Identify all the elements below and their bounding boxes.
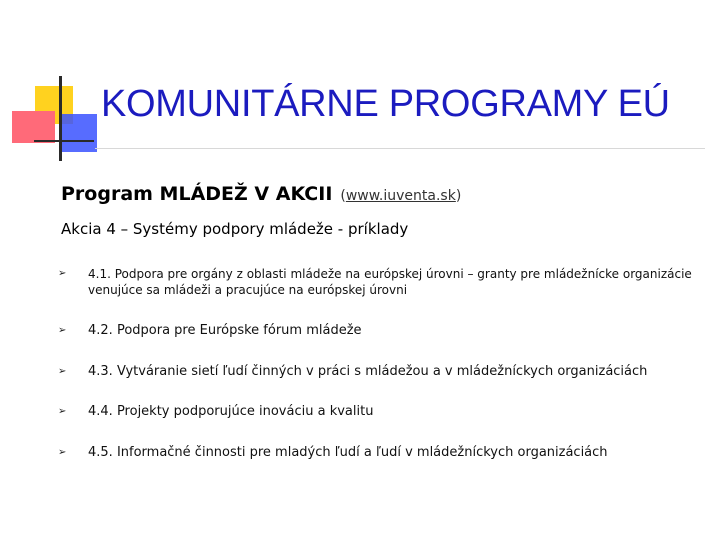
vertical-line [59,76,62,161]
blue-square-icon [59,114,97,152]
paren-open: ( [340,188,346,204]
horizontal-line [34,140,94,142]
arrowhead-bullet-icon: ➢ [58,447,67,458]
program-label: Program MLÁDEŽ V AKCII [61,183,333,205]
list-item: 4.5. Informačné činnosti pre mladých ľudí a ľudí v mládežníckych organizáciách [88,445,608,460]
red-square-icon [12,111,55,143]
title-divider [95,148,705,149]
paren-close: ) [455,188,462,204]
arrowhead-bullet-icon: ➢ [58,268,67,279]
list-item: 4.3. Vytváranie sietí ľudí činných v práci s mládežou a v mládežníckych organizáciách [88,364,648,379]
list-item: 4.4. Projekty podporujúce inováciu a kvalitu [88,404,374,419]
arrowhead-bullet-icon: ➢ [58,366,67,377]
list-item: 4.1. Podpora pre orgány z oblasti mládeže na európskej úrovni – granty pre mládežnícke organizácie venujúce sa mládeži a pracujúce na európskej úrovni [88,267,692,297]
list-item: 4.2. Podpora pre Európske fórum mládeže [88,323,362,338]
slide-title: KOMUNITÁRNE PROGRAMY EÚ [101,83,670,125]
website-link[interactable]: www.iuventa.sk [345,188,456,204]
subtitle: Akcia 4 – Systémy podpory mládeže - príklady [61,220,409,238]
arrowhead-bullet-icon: ➢ [58,325,67,336]
arrowhead-bullet-icon: ➢ [58,406,67,417]
program-heading [61,183,461,205]
